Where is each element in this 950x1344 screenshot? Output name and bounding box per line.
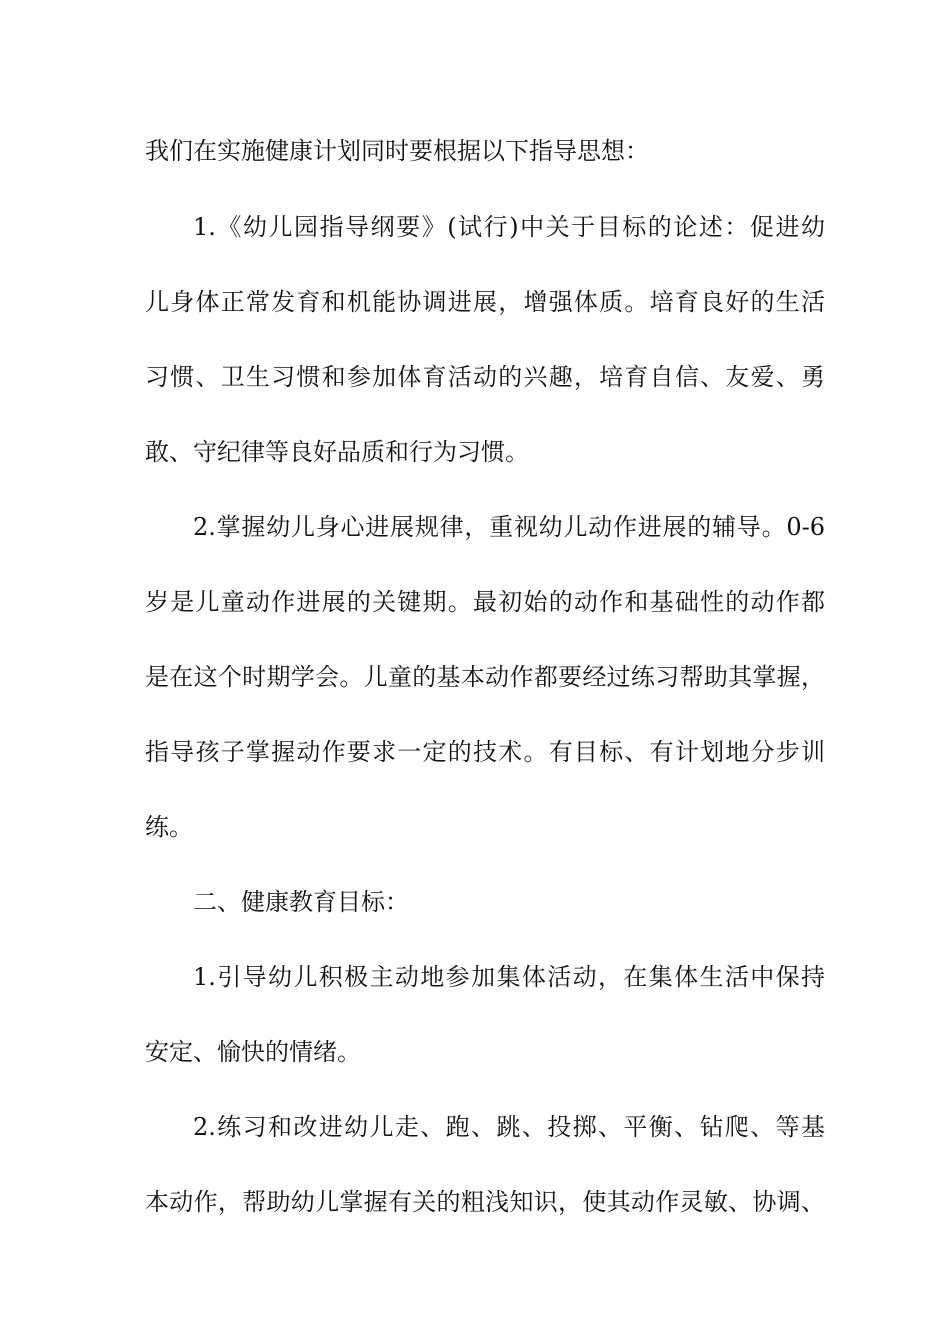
text-line: 儿身体正常发育和机能协调进展，增强体质。培育良好的生活 — [145, 288, 825, 316]
text-line: 岁是儿童动作进展的关键期。最初始的动作和基础性的动作都 — [145, 588, 825, 616]
text-line: 习惯、卫生习惯和参加体育活动的兴趣，培育自信、友爱、勇 — [145, 363, 825, 391]
text-line: 是在这个时期学会。儿童的基本动作都要经过练习帮助其掌握， — [145, 663, 825, 691]
text-line: 练。 — [145, 813, 193, 841]
text-line: 安定、愉快的情绪。 — [145, 1038, 361, 1066]
text-line: 1.《幼儿园指导纲要》(试行)中关于目标的论述：促进幼 — [193, 213, 825, 241]
text-line: 指导孩子掌握动作要求一定的技术。有目标、有计划地分步训 — [145, 738, 825, 766]
text-line: 2.掌握幼儿身心进展规律，重视幼儿动作进展的辅导。0-6 — [193, 513, 825, 541]
text-line: 本动作，帮助幼儿掌握有关的粗浅知识，使其动作灵敏、协调、 — [145, 1188, 825, 1216]
text-line: 1.引导幼儿积极主动地参加集体活动，在集体生活中保持 — [193, 963, 825, 991]
text-line: 我们在实施健康计划同时要根据以下指导思想： — [145, 137, 649, 165]
text-line: 2.练习和改进幼儿走、跑、跳、投掷、平衡、钻爬、等基 — [193, 1113, 825, 1141]
text-line: 敢、守纪律等良好品质和行为习惯。 — [145, 438, 529, 466]
section-heading: 二、健康教育目标： — [193, 888, 409, 916]
